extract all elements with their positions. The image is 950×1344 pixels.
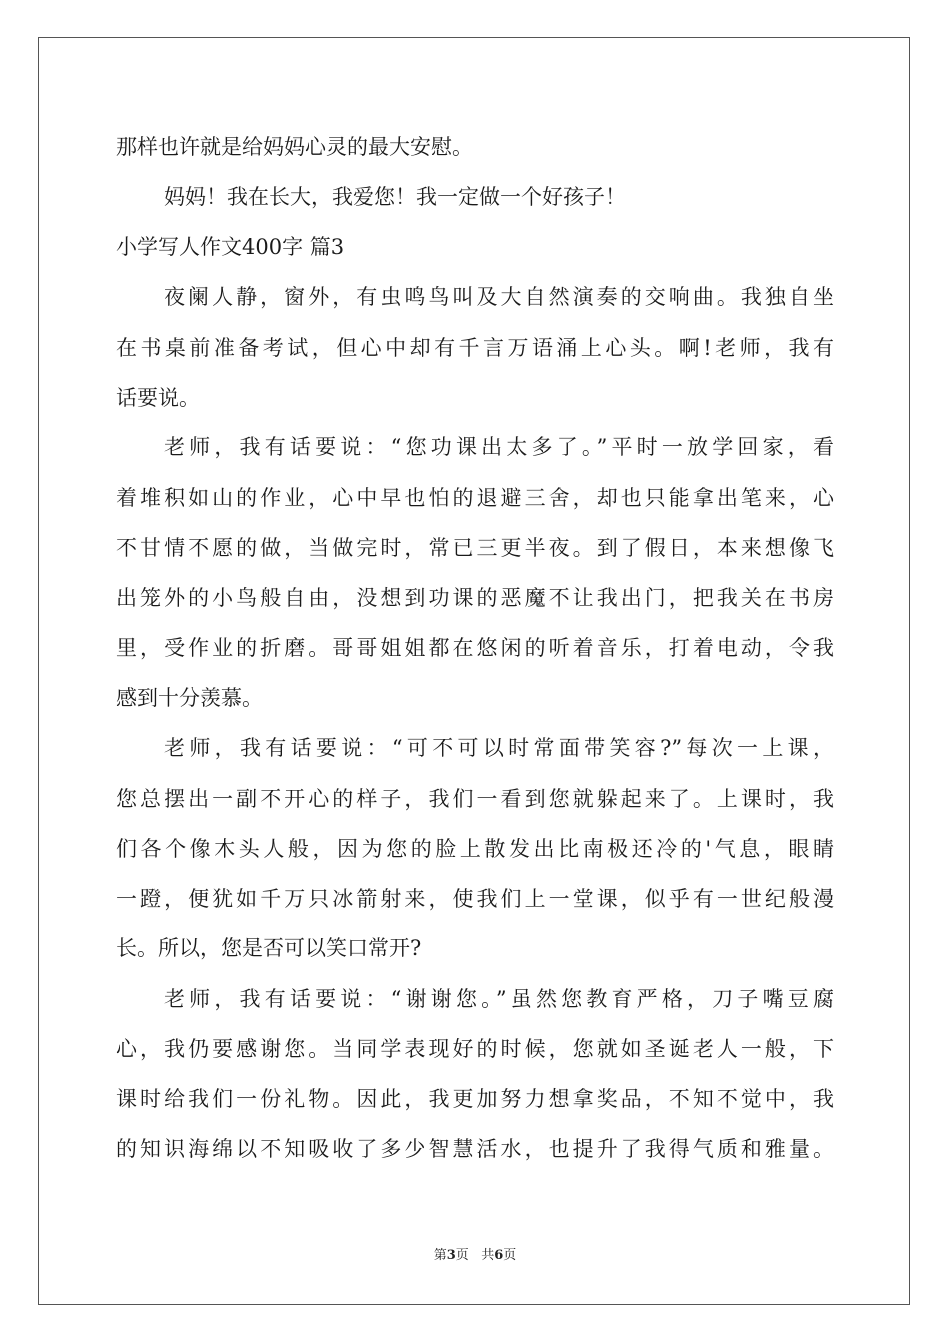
text-line: 老师，我有话要说：“您功课出太多了。”平时一放学回家，看: [164, 435, 834, 459]
page-suffix: 页: [455, 1248, 469, 1263]
text-line: 着堆积如山的作业，心中早也怕的退避三舍，却也只能拿出笔来，心: [116, 486, 834, 510]
text-line: 您总摆出一副不开心的样子，我们一看到您就躲起来了。上课时，我: [116, 787, 834, 811]
text-line: 出笼外的小鸟般自由，没想到功课的恶魔不让我出门，把我关在书房: [116, 586, 834, 610]
text-line: 一蹬，便犹如千万只冰箭射来，使我们上一堂课，似乎有一世纪般漫: [116, 887, 834, 911]
total-prefix: 共: [481, 1248, 495, 1263]
text-line: 里，受作业的折磨。哥哥姐姐都在悠闲的听着音乐，打着电动，令我: [116, 636, 834, 660]
text-line: 老师，我有话要说：“谢谢您。”虽然您教育严格，刀子嘴豆腐: [164, 987, 834, 1011]
text-line: 妈妈！我在长大，我爱您！我一定做一个好孩子！: [164, 185, 626, 209]
current-page-number: 3: [446, 1248, 456, 1263]
text-line: 在书桌前准备考试，但心中却有千言万语涌上心头。啊!老师，我有: [116, 336, 834, 360]
text-line: 感到十分羡慕。: [116, 686, 263, 710]
text-line: 课时给我们一份礼物。因此，我更加努力想拿奖品，不知不觉中，我: [116, 1087, 834, 1111]
total-suffix: 页: [503, 1248, 517, 1263]
text-line: 的知识海绵以不知吸收了多少智慧活水，也提升了我得气质和雅量。: [116, 1137, 834, 1161]
text-line: 老师，我有话要说：“可不可以时常面带笑容?”每次一上课，: [164, 736, 834, 760]
text-line: 话要说。: [116, 386, 200, 410]
text-line: 们各个像木头人般，因为您的脸上散发出比南极还冷的'气息，眼睛: [116, 837, 834, 861]
text-line: 那样也许就是给妈妈心灵的最大安慰。: [116, 135, 473, 159]
page-footer: [0, 1244, 950, 1263]
total-page-count: 6: [494, 1248, 504, 1263]
text-line: 夜阑人静，窗外，有虫鸣鸟叫及大自然演奏的交响曲。我独自坐: [164, 285, 834, 309]
text-line: 不甘情不愿的做，当做完时，常已三更半夜。到了假日，本来想像飞: [116, 536, 834, 560]
text-line: 心，我仍要感谢您。当同学表现好的时候，您就如圣诞老人一般，下: [116, 1037, 834, 1061]
page-prefix: 第: [433, 1248, 447, 1263]
text-line: 长。所以，您是否可以笑口常开?: [116, 936, 422, 960]
text-line: 小学写人作文400字 篇3: [116, 235, 345, 259]
